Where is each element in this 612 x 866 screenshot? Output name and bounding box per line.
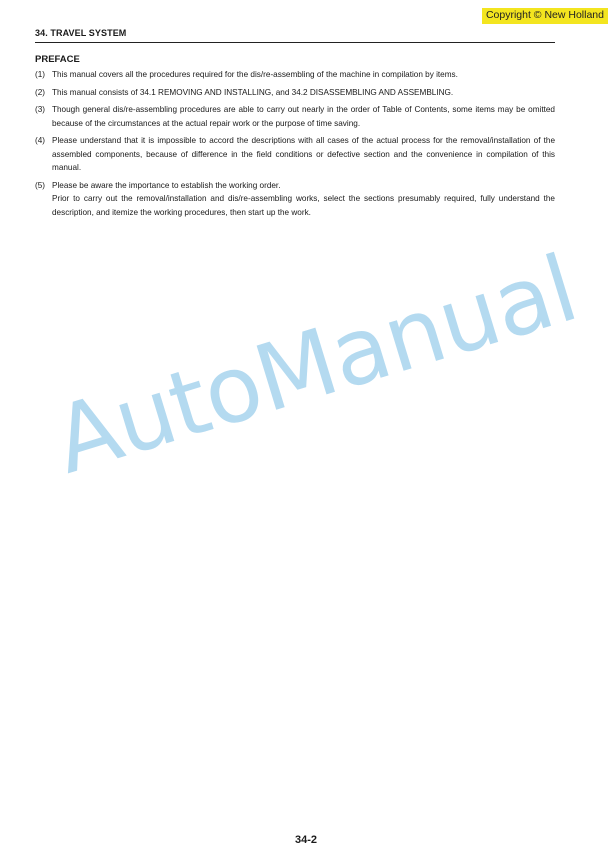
item-text: This manual consists of 34.1 REMOVING AND INSTALLING, and 34.2 DISASSEMBLING AND ASSEMBLING. (52, 87, 454, 97)
preface-list (35, 68, 555, 223)
copyright-label: Copyright © New Holland (482, 8, 608, 24)
item-text-line-2: Prior to carry out the removal/installation and dis/re-assembling works, select the sections presumably required, fully understand the description, and itemize the working procedures, then start up the work. (52, 194, 555, 217)
page-number: 34-2 (294, 834, 318, 846)
preface-item-1 (35, 68, 555, 82)
item-text: Though general dis/re-assembling procedures are able to carry out nearly in the order of Table of Contents, some items may be omitted because of the circumstances at the actual repair work or the purpose of time saving. (52, 105, 555, 128)
item-number: (1) (35, 70, 46, 79)
item-text: This manual covers all the procedures required for the dis/re-assembling of the machine in compilation by items. (52, 70, 458, 79)
preface-item-3 (35, 103, 555, 130)
preface-heading: PREFACE (35, 54, 80, 65)
item-number: (2) (35, 87, 46, 97)
header-divider (35, 42, 555, 43)
item-text: Please understand that it is impossible to accord the descriptions with all cases of the actual process for the removal/installation of the assembled components, because of difference in the field conditions or defective section and the convenience in compilation of this manual. (52, 136, 555, 172)
item-text-block (52, 179, 555, 220)
item-number: (3) (35, 105, 46, 114)
section-title: 34. TRAVEL SYSTEM (35, 28, 127, 38)
preface-item-5 (35, 179, 555, 220)
item-number: (4) (35, 136, 46, 145)
item-text-line-1: Please be aware the importance to establish the working order. (52, 180, 281, 190)
preface-item-4 (35, 134, 555, 175)
item-number: (5) (35, 180, 46, 190)
watermark: AutoManual (42, 235, 589, 495)
preface-item-2 (35, 86, 555, 100)
